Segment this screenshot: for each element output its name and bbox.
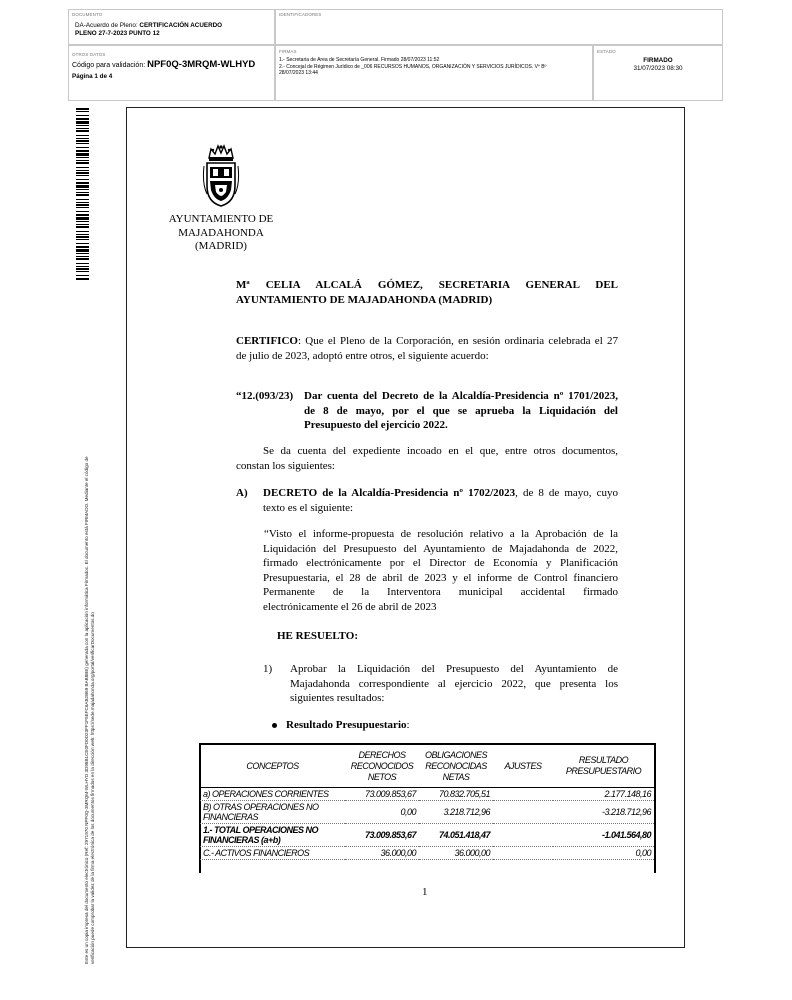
firma-2: 2.- Concejal de Régimen Jurídico de _006 RECURSOS HUMANOS, ORGANIZACIÓN Y SERVICIOS JURÍDICOS. Vº Bº <box>279 63 547 70</box>
estado-value: FIRMADO <box>643 57 673 64</box>
cell-concepto: C.- ACTIVOS FINANCIEROS <box>203 848 310 858</box>
bullet-icon <box>272 723 277 728</box>
header-ajustes: AJUSTES <box>504 760 542 771</box>
he-resuelto-heading: HE RESUELTO: <box>277 630 359 642</box>
title-line-1: Mª CELIA ALCALÁ GÓMEZ, SECRETARIA GENERAL DEL <box>236 279 618 291</box>
table-row-total <box>200 824 654 847</box>
side-text-line-2: verificación puede comprobar la validez de la firma electrónica de los documentos firmados en la dirección web: https://sede.majadahonda.org/portal/verificarDocumentos.do <box>90 612 95 964</box>
cell-ajustes <box>493 788 553 801</box>
cell-obligaciones: 74.051.418,47 <box>438 830 490 840</box>
estado-caption: ESTADO <box>597 49 616 54</box>
resolution-1-label: 1) <box>263 663 273 675</box>
cell-ajustes <box>493 824 553 847</box>
codigo-validacion: Código para validación: NPF0Q-3MRQM-WLHYD <box>72 59 256 70</box>
visto-paragraph: “Visto el informe-propuesta de resolución relativo a la Aprobación de la Liquidación del Presupuesto del Ayuntamiento de Majadahonda de 2022, firmado electrónicamente por el Director de Economía y Planificación Presupuestaria, el 28 de abril de 2023 y el informe de Control financiero Permanente de la Interventora municipal accidental firmado electrónicamente el 26 de abril de 2023 <box>263 528 618 613</box>
cell-derechos: 36.000,00 <box>380 848 416 858</box>
header-derechos: DERECHOS RECONOCIDOS NETOS <box>350 749 414 782</box>
cell-obligaciones: 70.832.705,51 <box>438 789 490 799</box>
resultado-presupuestario-table <box>200 745 654 860</box>
header-resultado: RESULTADO PRESUPUESTARIO <box>565 755 642 776</box>
document-title <box>236 278 618 307</box>
bullet-resultado: Resultado Presupuestario: <box>272 718 410 733</box>
firma-2-date: 28/07/2023 13:44 <box>279 70 318 76</box>
cell-obligaciones: 3.218.712,96 <box>443 807 490 817</box>
firmas-list <box>279 57 591 77</box>
resolution-1-text: Aprobar la Liquidación del Presupuesto del Ayuntamiento de Majadahonda correspondiente al ejercicio 2022, que presenta los siguientes resultados: <box>290 663 618 705</box>
table-header-row <box>200 745 654 788</box>
cell-resultado: 0,00 <box>635 848 651 858</box>
expediente-paragraph: Se da cuenta del expediente incoado en el que, entre otros documentos, constan los siguientes: <box>236 445 618 472</box>
cell-resultado: 2.177.148,16 <box>604 789 651 799</box>
side-text-line-1: Este es un copia impresa del documento electrónico (Ref: 2971970 NPF0Q-3MRQM-WLHYD 3D98B1CE0FD0D23FF1F5EFC6AB2B69 BAB8BE) generada con la aplicación informática Firmadoc. El documento está FIRMADO. Mediante el código de <box>84 456 89 964</box>
title-line-2: AYUNTAMIENTO DE MAJADAHONDA (MADRID) <box>236 293 493 306</box>
firma-1: 1.- Secretaria de Area de Secretaría General. Firmado 28/07/2023 11:52 <box>279 57 440 63</box>
validation-side-text <box>84 456 96 964</box>
cell-concepto: a) OPERACIONES CORRIENTES <box>203 789 329 799</box>
letterhead-line-1: AYUNTAMIENTO DE <box>168 213 274 225</box>
otros-datos-caption: OTROS DATOS <box>72 52 106 57</box>
pagina-indicator: Página 1 de 4 <box>72 73 113 80</box>
documento-caption: DOCUMENTO <box>72 12 103 17</box>
cell-derechos: 73.009.853,67 <box>364 789 416 799</box>
cell-obligaciones: 36.000,00 <box>454 848 490 858</box>
table-row <box>200 847 654 860</box>
page-number: 1 <box>422 886 428 898</box>
table-row <box>200 788 654 801</box>
item-heading: Dar cuenta del Decreto de la Alcaldía-Presidencia nº 1701/2023, de 8 de mayo, por el que se aprueba la Liquidación del Presupuesto del ejercicio 2022. <box>304 390 618 432</box>
cell-derechos: 0,00 <box>400 807 416 817</box>
table-row <box>200 801 654 824</box>
header-obligaciones: OBLIGACIONES RECONOCIDAS NETAS <box>424 749 488 782</box>
cell-derechos: 73.009.853,67 <box>364 830 416 840</box>
identificadores-caption: IDENTIFICADORES <box>279 12 322 17</box>
cell-ajustes <box>493 847 553 860</box>
header-conceptos: CONCEPTOS <box>246 760 299 771</box>
barcode-image <box>76 108 89 280</box>
letterhead-line-3: (MADRID) <box>195 240 247 252</box>
certifico-paragraph: CERTIFICO: Que el Pleno de la Corporación, en sesión ordinaria celebrada el 27 de julio de 2023, adoptó entre otros, el siguiente acuerdo: <box>236 335 618 362</box>
section-a-text: DECRETO de la Alcaldía-Presidencia nº 1702/2023, de 8 de mayo, cuyo texto es el siguiente: <box>263 487 618 514</box>
cell-resultado: -3.218.712,96 <box>601 807 651 817</box>
cell-resultado: -1.041.564,80 <box>601 830 651 840</box>
item-number: “12.(093/23) <box>236 390 294 402</box>
documento-title: DA-Acuerdo de Pleno: CERTIFICACIÓN ACUERDO PLENO 27-7-2023 PUNTO 12 <box>75 22 223 37</box>
header-identificadores-box <box>275 9 723 45</box>
cell-concepto: B) OTRAS OPERACIONES NO FINANCIERAS <box>203 802 319 822</box>
letterhead-line-2: MAJADAHONDA <box>178 226 264 239</box>
certifico-label: CERTIFICO <box>236 335 298 347</box>
coat-of-arms-logo <box>202 144 240 208</box>
cell-ajustes <box>493 801 553 824</box>
section-a-label: A) <box>236 487 248 499</box>
estado-date: 31/07/2023 08:30 <box>633 65 683 72</box>
firmas-caption: FIRMAS <box>279 49 297 54</box>
letterhead <box>150 213 292 254</box>
cell-concepto: 1.- TOTAL OPERACIONES NO FINANCIERAS (a+b) <box>203 825 319 845</box>
